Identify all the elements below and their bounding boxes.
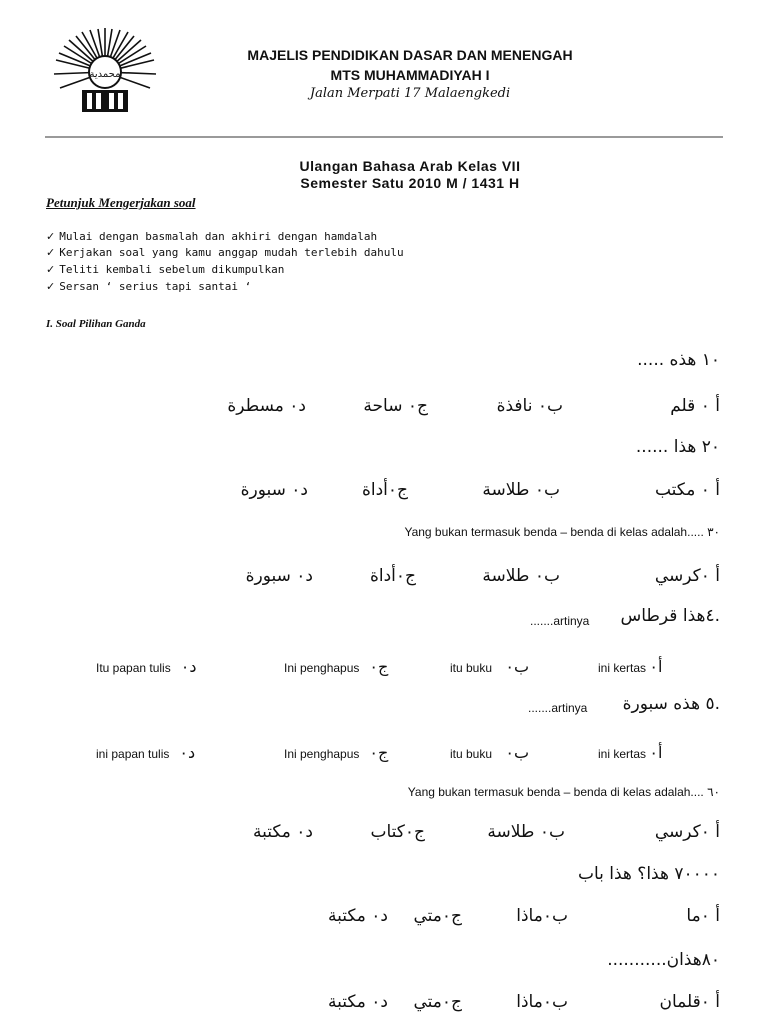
q6-option-b: ب٠ طلاسة [487,822,565,842]
q3-option-a: أ ٠كرسي [654,566,720,586]
section-heading: I. Soal Pilihan Ganda [46,318,146,330]
q1-option-b: ب٠ نافذة [496,396,563,416]
q6-option-d: د٠ مكتبة [253,822,313,842]
q7-option-b: ب٠ماذا [516,906,568,926]
q8-option-d: د٠ مكتبة [328,992,388,1012]
q2-option-c: ج٠أداة [361,480,408,500]
svg-text:محمدية: محمدية [89,69,121,80]
q7-option-c: ج٠متي [413,906,462,926]
q4-option-d: Itu papan tulis د٠ [96,657,197,676]
question-3: Yang bukan termasuk benda – benda di kelas adalah..... ٣٠ [404,525,720,539]
q6-option-c: ج٠كتاب [370,822,425,842]
q8-option-b: ب٠ماذا [516,992,568,1012]
instruction-item: ✓ Mulai dengan basmalah dan akhiri dengan hamdalah [46,230,378,243]
question-1: ١٠ هذه ..... [637,350,720,370]
instruction-item: ✓ Sersan ‘ serius tapi santai ‘ [46,280,252,293]
q5-option-d: ini papan tulis د٠ [96,743,196,762]
instruction-item: ✓ Kerjakan soal yang kamu anggap mudah terlebih dahulu [46,246,404,259]
checkmark-icon: ✓ [46,263,56,276]
school-logo [50,26,160,116]
q4-option-a: ini kertas أ٠ [598,657,663,676]
q3-option-c: ج٠أداة [369,566,416,586]
school-address: Jalan Merpati 17 Malaengkedi [309,86,511,101]
q1-option-d: د٠ مسطرة [227,396,306,416]
petunjuk-heading: Petunjuk Mengerjakan soal [46,195,196,210]
question-8: ٨٠هذان........... [607,950,720,970]
checkmark-icon: ✓ [46,230,56,243]
exam-title: Ulangan Bahasa Arab Kelas VII [299,158,521,174]
q8-option-c: ج٠متي [413,992,462,1012]
exam-semester: Semester Satu 2010 M / 1431 H [300,175,520,191]
checkmark-icon: ✓ [46,246,56,259]
q5-option-a: ini kertas أ٠ [598,743,663,762]
q3-option-d: د٠ سبورة [245,566,313,586]
question-6: Yang bukan termasuk benda – benda di kelas adalah.... ٦٠ [407,785,720,799]
q4-option-b: itu buku ب٠ [450,657,530,676]
q1-option-a: أ ٠ قلم [670,396,720,416]
question-7: ٧٠٠٠٠ هذا؟ هذا باب [577,864,720,884]
q2-option-b: ب٠ طلاسة [482,480,560,500]
question-4-arabic: .٤هذا قرطاس [620,606,720,626]
q7-option-a: أ ٠ما [686,906,720,926]
q4-option-c: Ini penghapus ج٠ [284,657,389,676]
question-4-latin: .......artinya [530,614,590,628]
q3-option-b: ب٠ طلاسة [482,566,560,586]
instruction-item: ✓ Teliti kembali sebelum dikumpulkan [46,263,285,276]
checkmark-icon: ✓ [46,280,56,293]
org-name: MAJELIS PENDIDIKAN DASAR DAN MENENGAH [247,47,573,63]
q7-option-d: د٠ مكتبة [328,906,388,926]
q5-option-c: Ini penghapus ج٠ [284,743,389,762]
question-2: ٢٠ هذا ...... [635,437,720,457]
school-name: MTS MUHAMMADIYAH I [330,67,490,83]
q6-option-a: أ ٠كرسي [654,822,720,842]
question-5-latin: .......artinya [528,701,588,715]
header-divider [45,136,723,138]
q2-option-a: أ ٠ مكتب [654,480,720,500]
q1-option-c: ج٠ ساحة [363,396,428,416]
q2-option-d: د٠ سبورة [240,480,308,500]
question-5-arabic: .٥ هذه سبورة [622,694,720,714]
sunburst-logo-icon [50,26,160,116]
q5-option-b: itu buku ب٠ [450,743,530,762]
q8-option-a: أ ٠قلمان [659,992,720,1012]
